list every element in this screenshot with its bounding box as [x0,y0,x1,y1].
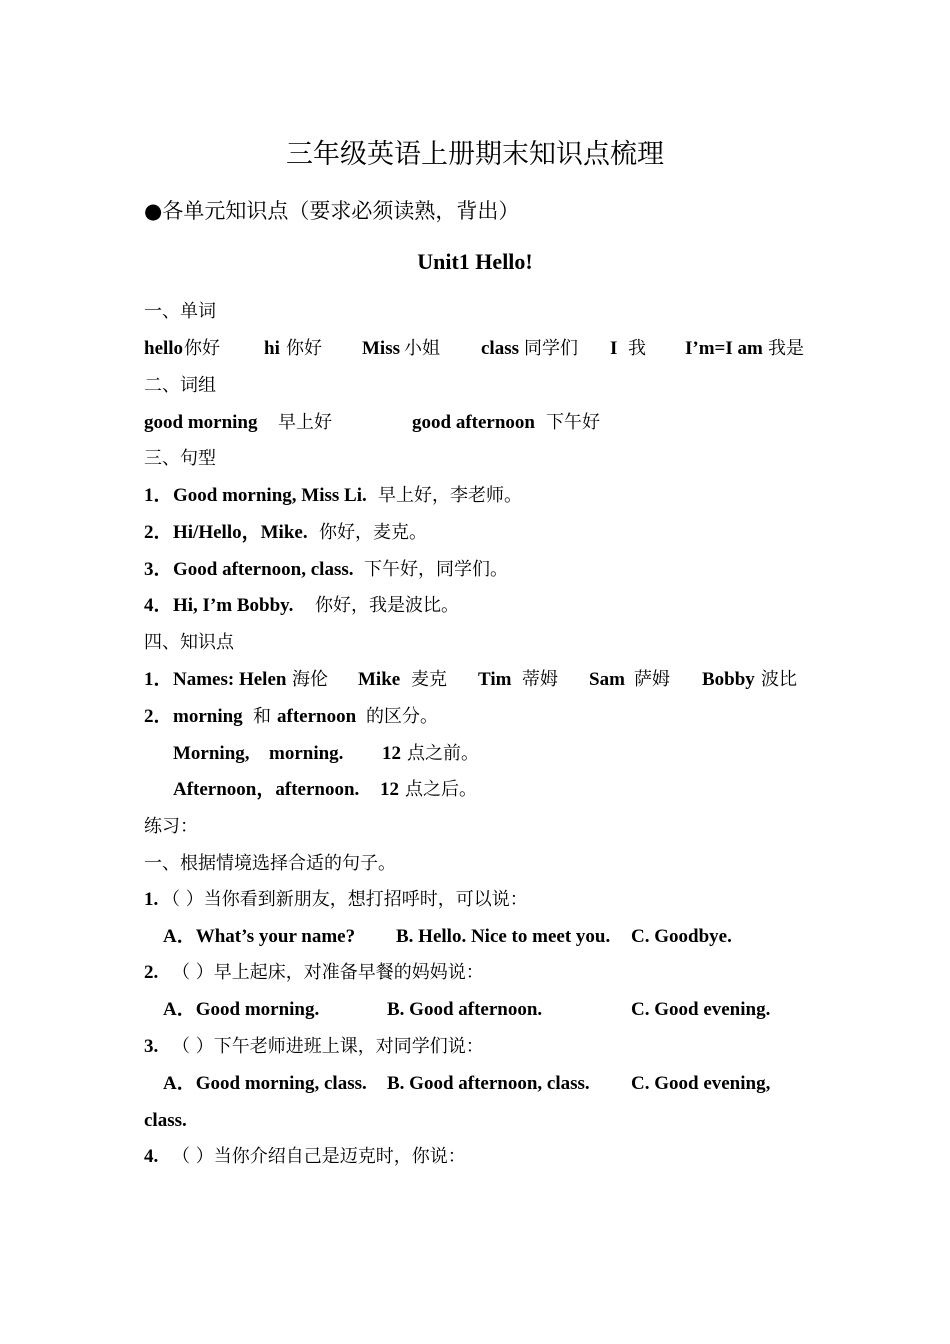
sentence-cn: 早上好，李老师。 [378,485,522,506]
name-cn: 萨姆 [634,669,670,690]
word-en: hi [264,338,280,359]
word-cn: 你好 [286,338,322,359]
phrase-cn: 早上好 [278,412,332,433]
sentence-en: Hi/Hello，Mike. [173,522,308,543]
sentence-en: Good morning, Miss Li. [173,485,367,506]
sentence-en: Good afternoon, class. [173,559,354,580]
page-title: 三年级英语上册期末知识点梳理 [286,139,664,170]
word-cn: 我 [628,338,646,359]
name-en: Sam [589,669,625,690]
word-en: I’m=I am [685,338,763,359]
question-text: （ ）当你看到新朋友，想打招呼时，可以说： [162,889,528,910]
name-cn: 蒂姆 [522,669,558,690]
name-cn: 海伦 [292,669,328,690]
sentence-cn: 下午好，同学们。 [364,559,508,580]
word-cn: 同学们 [524,338,578,359]
phrase-en: good afternoon [412,412,535,433]
word-en: I [610,338,618,359]
word-en: class [481,338,519,359]
phrase-en: good morning [144,412,258,433]
phrase-cn: 下午好 [546,412,600,433]
unit-title: Unit1 Hello! [417,249,533,274]
name-en: Tim [478,669,512,690]
option: B. Good afternoon. [387,999,543,1020]
option: C. Goodbye. [631,926,732,947]
sentence-cn: 你好，麦克。 [319,522,427,543]
names-label: Names: Helen [173,669,287,690]
question-text: （ ）早上起床，对准备早餐的妈妈说： [172,962,484,983]
name-en: Mike [358,669,401,690]
word-en: hello [144,338,184,359]
option: A．What’s your name? [163,926,356,947]
sentence-cn: 你好，我是波比。 [315,595,459,616]
option: A．Good morning. [163,999,320,1020]
word-cn: 你好 [184,338,220,359]
page-subtitle: ●各单元知识点（要求必须读熟，背出） [144,199,520,223]
word-cn: 小姐 [404,338,440,359]
option: C. Good evening. [631,999,771,1020]
word-cn: 我是 [768,338,804,359]
option: B. Hello. Nice to meet you. [396,926,611,947]
document-page: 三年级英语上册期末知识点梳理 ●各单元知识点（要求必须读熟，背出） Unit1 Hello! 一、单词 hello 你好 hi 你好 Miss 小姐 class 同学们 I 我 I’m=I am 我是 二、词组 good morning 早上好 good afternoon 下午好 三、句型 1． Good morning, Miss Li. 早上好，李老师。 2． Hi/Hello，Mike. 你好，麦克。 3． Good afternoon, class. 下午好，同学们。 4． Hi, I’m Bobby. 你好，我是波比。 四、知识点 1． Names: Helen 海伦 Mike 麦克 Tim 蒂姆 Sam 萨姆 Bobby 波比 2． morning 和 afternoon 的区分。 Morning, morning. 12 点之前。 Afternoon，afternoon. 12 点之后。 练习： 一、根据情境选择合适的句子。 1. （ ）当你看到新朋友，想打招呼时，可以说： A．What’s your name? B. Hello. Nice to meet you. C. Goodbye. 2. （ ）早上起床，对准备早餐的妈妈说： A．Good morning. B. Good afternoon. C. Good evening. 3. （ ）下午老师进班上课，对同学们说： A．Good morning, class. B. Good afternoon, class. C. Good evening, class. 4. （ ）当你介绍自己是迈克时，你说： [0,0,950,1344]
name-en: Bobby [702,669,755,690]
name-cn: 波比 [761,669,797,690]
option: B. Good afternoon, class. [387,1073,590,1094]
question-text: （ ）下午老师进班上课，对同学们说： [172,1036,484,1057]
option: A．Good morning, class. [163,1073,367,1094]
name-cn: 麦克 [411,669,447,690]
question-text: （ ）当你介绍自己是迈克时，你说： [172,1146,466,1167]
word-en: Miss [362,338,400,359]
option: C. Good evening, [631,1073,771,1094]
sentence-en: Hi, I’m Bobby. [173,595,294,616]
